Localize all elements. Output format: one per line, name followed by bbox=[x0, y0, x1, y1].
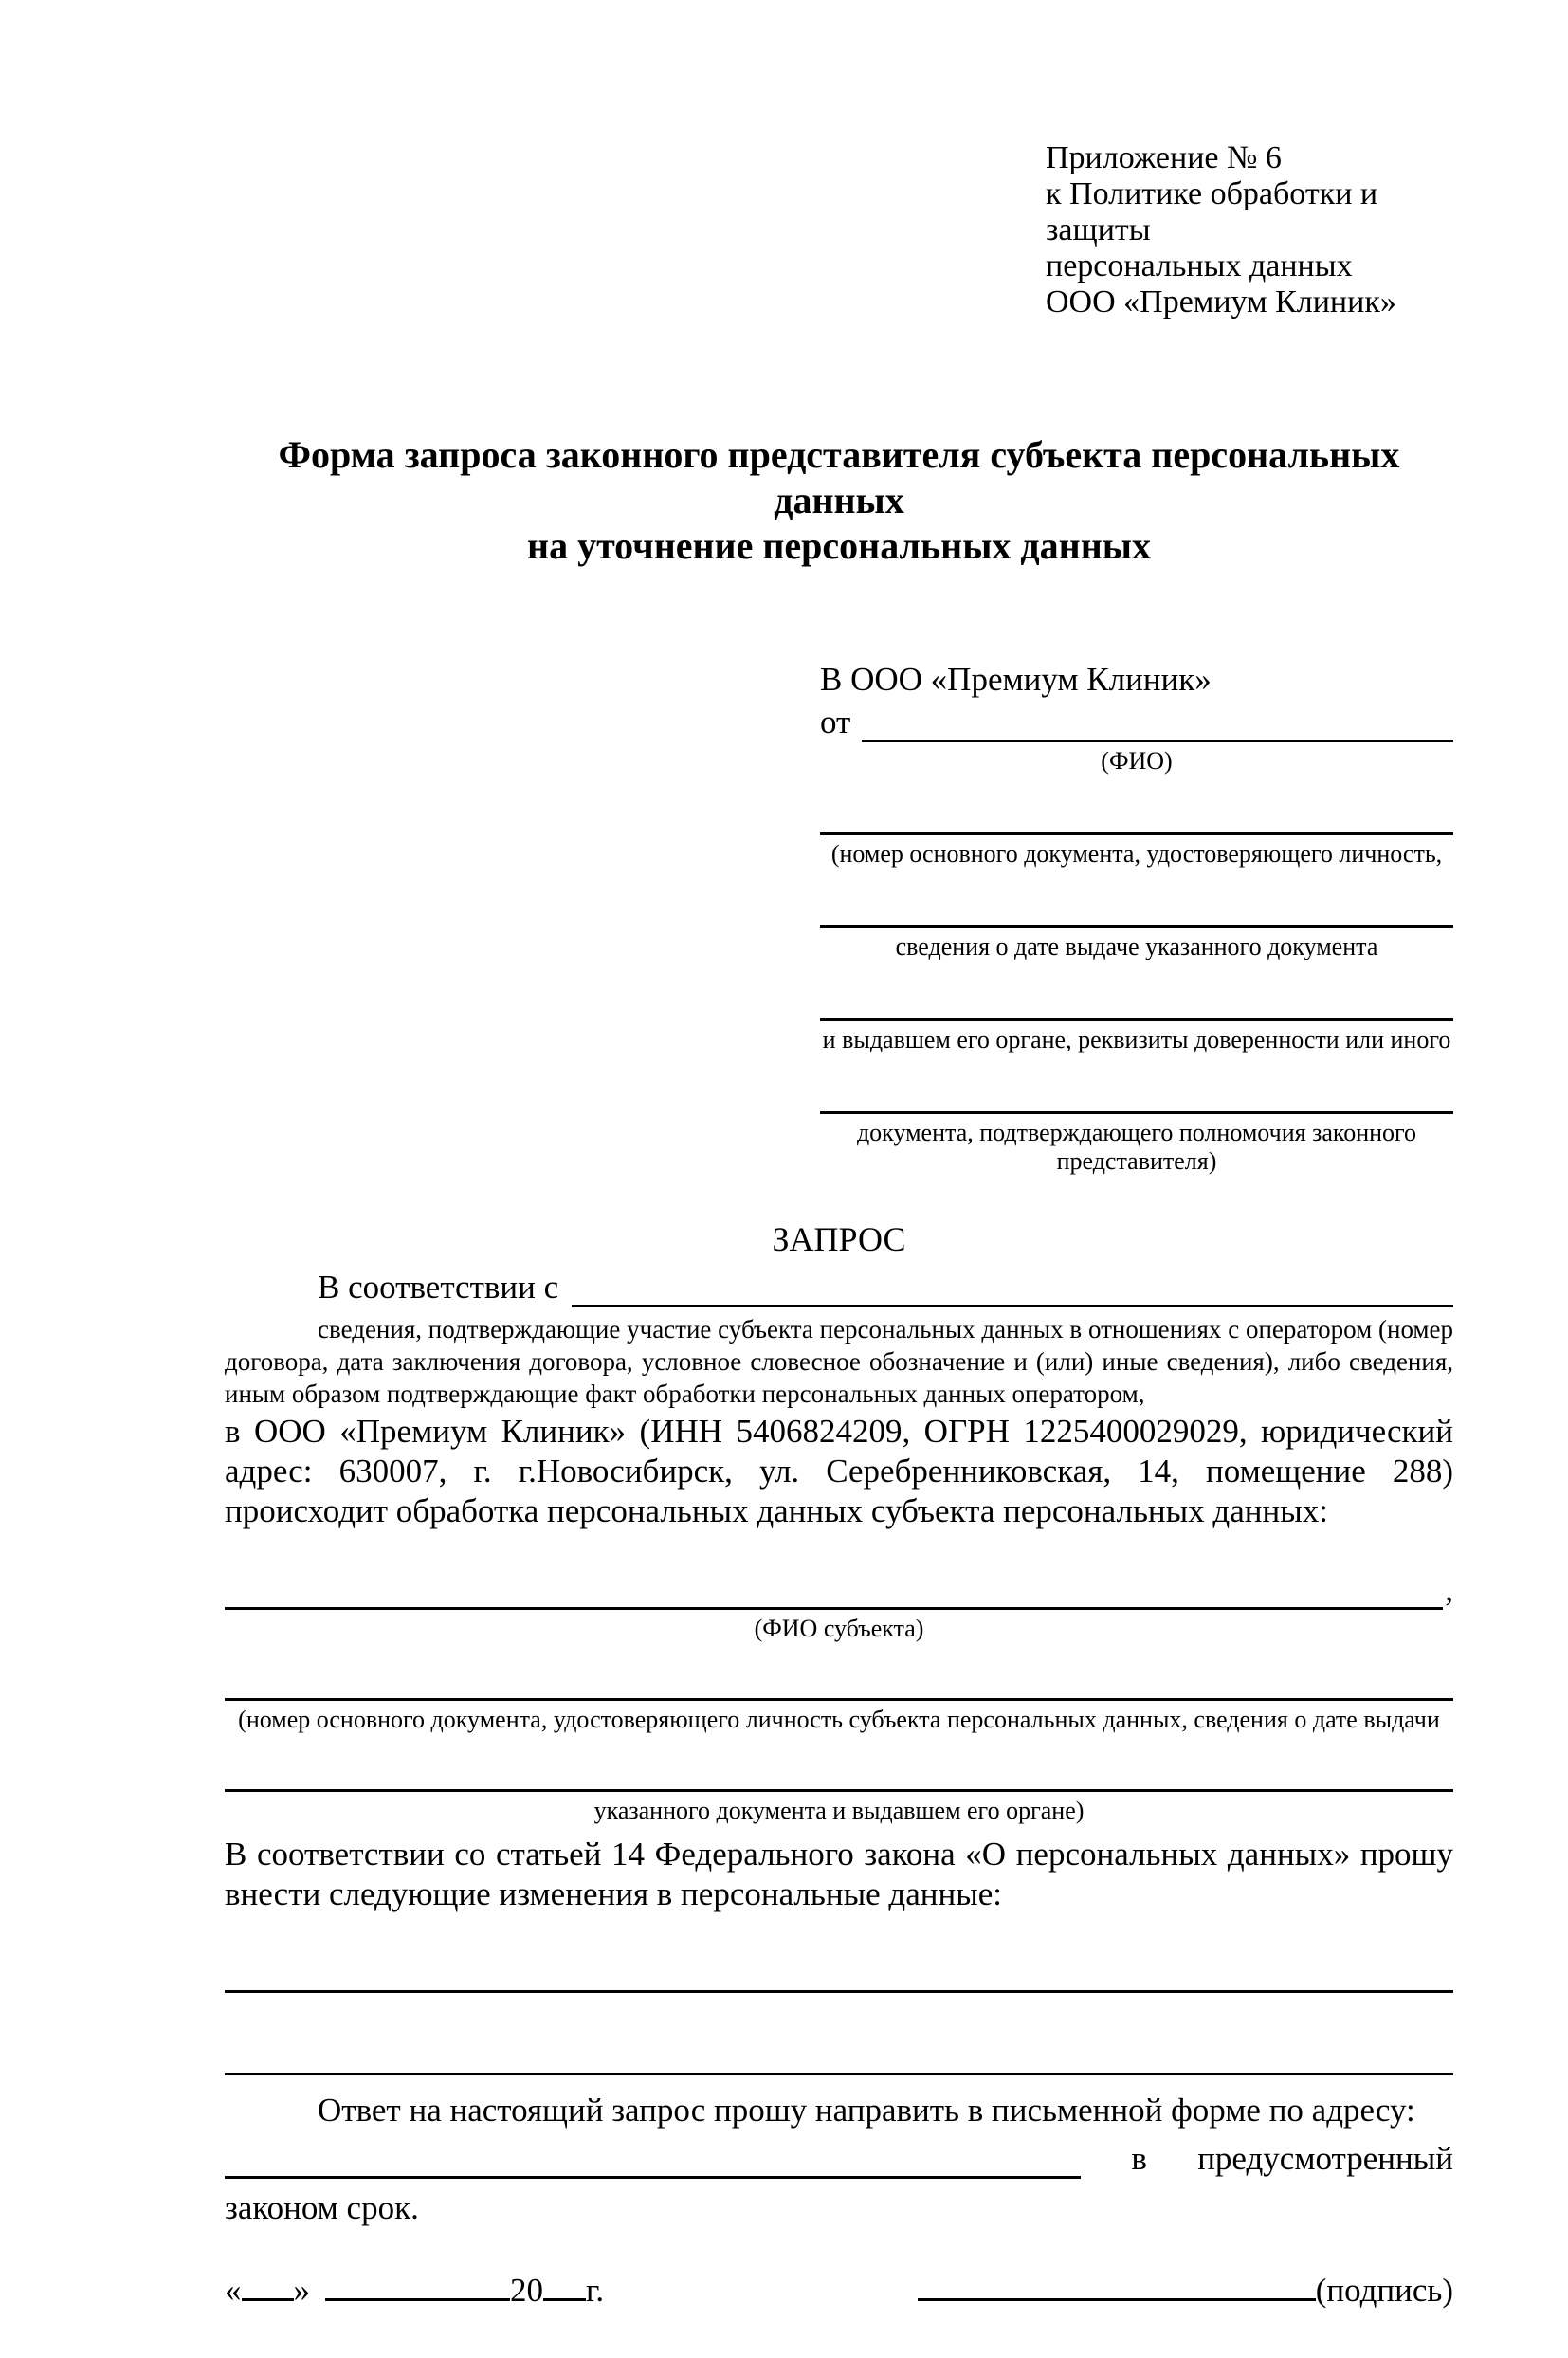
document-page bbox=[0, 140, 1568, 2358]
representative-doc-caption: и выдавшем его органе, реквизиты доверенности или иного bbox=[822, 1025, 1451, 1053]
fio-caption: (ФИО) bbox=[1101, 746, 1173, 775]
signature-field bbox=[918, 2294, 1316, 2301]
appendix-note-line: Приложение № 6 bbox=[1046, 140, 1282, 175]
amendment-field bbox=[225, 2046, 1453, 2075]
representative-doc-caption: документа, подтверждающего полномочия законного представителя) bbox=[856, 1118, 1417, 1175]
date-open-quote: « bbox=[225, 2271, 242, 2309]
appendix-note-line: ООО «Премиум Клиник» bbox=[1046, 284, 1396, 320]
subject-fio-caption: (ФИО субъекта) bbox=[754, 1614, 924, 1642]
subject-fio-field bbox=[225, 1579, 1443, 1610]
request-heading: ЗАПРОС bbox=[772, 1219, 906, 1258]
subject-fio-row bbox=[225, 1571, 1453, 1610]
intro-row bbox=[225, 1269, 1453, 1307]
document-title-line1: Форма запроса законного представителя субъекта персональных данных bbox=[278, 433, 1400, 521]
date-signature-row bbox=[225, 2272, 1453, 2311]
from-fio-field bbox=[862, 711, 1453, 742]
reply-paragraph: Ответ на настоящий запрос прошу направить в письменной форме по адресу: bbox=[318, 2091, 1415, 2129]
amendment-field bbox=[225, 1964, 1453, 1993]
subject-doc-field bbox=[225, 1672, 1453, 1701]
date-year-prefix: 20 bbox=[510, 2271, 543, 2309]
reply-closing: законом срок. bbox=[225, 2188, 419, 2226]
representative-doc-group bbox=[820, 806, 1453, 868]
date-year-suffix: г. bbox=[586, 2271, 605, 2309]
addressee-block bbox=[820, 660, 1453, 1176]
representative-doc-caption: сведения о дате выдаче указанного документа bbox=[895, 932, 1378, 960]
basis-fine-print: сведения, подтверждающие участие субъекта персональных данных в отношениях с оператором (номер договора, дата заключения договора, условное словесное обозначение и (или) иные сведения), либо сведения, иным образом подтверждающие факт обработки персональных данных оператором, bbox=[225, 1314, 1453, 1408]
date-day-field bbox=[242, 2294, 294, 2301]
representative-doc-group bbox=[820, 899, 1453, 961]
subject-doc-caption-line2: указанного документа и выдавшем его органе) bbox=[593, 1796, 1085, 1824]
representative-doc-group bbox=[820, 1085, 1453, 1176]
subject-doc-group bbox=[225, 1763, 1453, 1825]
reply-address-field bbox=[225, 2148, 1081, 2179]
reply-address-row bbox=[225, 2140, 1453, 2179]
appendix-note-line: к Политике обработки и защиты bbox=[1046, 176, 1378, 247]
date-block bbox=[225, 2272, 604, 2311]
reply-tail-word1: в bbox=[1131, 2139, 1147, 2177]
representative-doc-caption: (номер основного документа, удостоверяющего личность, bbox=[830, 839, 1443, 868]
intro-label: В соответствии с bbox=[318, 1269, 559, 1307]
document-title bbox=[225, 432, 1453, 569]
reply-tail-word2: предусмотренный bbox=[1197, 2139, 1453, 2177]
signature-block bbox=[918, 2272, 1453, 2311]
date-month-field bbox=[325, 2294, 510, 2301]
addressee-organization: В ООО «Премиум Клиник» bbox=[820, 661, 1212, 698]
subject-fio-comma: , bbox=[1445, 1570, 1453, 1608]
signature-caption: (подпись) bbox=[1315, 2271, 1453, 2309]
from-label: от bbox=[820, 704, 851, 740]
subject-doc-group bbox=[225, 1672, 1453, 1734]
operator-paragraph: в ООО «Премиум Клиник» (ИНН 5406824209, ОГРН 1225400029029, юридический адрес: 630007, г. г.Новосибирск, ул. Серебренниковская, 14, помещение 288) происходит обработка персональных данных субъекта персональных данных: bbox=[225, 1412, 1453, 1529]
date-close-quote: » bbox=[293, 2271, 310, 2309]
appendix-note bbox=[1046, 140, 1453, 320]
representative-doc-field bbox=[820, 806, 1453, 835]
appendix-note-line: персональных данных bbox=[1046, 248, 1353, 283]
from-row bbox=[820, 704, 1453, 742]
document-title-line2: на уточнение персональных данных bbox=[527, 524, 1151, 567]
date-year-field bbox=[543, 2294, 586, 2301]
subject-doc-field bbox=[225, 1763, 1453, 1792]
amendment-paragraph: В соответствии со статьей 14 Федерального закона «О персональных данных» прошу внести следующие изменения в персональные данные: bbox=[225, 1835, 1453, 1912]
subject-doc-caption-line1: (номер основного документа, удостоверяющего личность субъекта персональных данных, сведения о дате выдачи bbox=[238, 1705, 1440, 1733]
representative-doc-field bbox=[820, 992, 1453, 1021]
representative-doc-field bbox=[820, 899, 1453, 928]
representative-doc-group bbox=[820, 992, 1453, 1054]
basis-field bbox=[572, 1276, 1453, 1307]
representative-doc-field bbox=[820, 1085, 1453, 1114]
